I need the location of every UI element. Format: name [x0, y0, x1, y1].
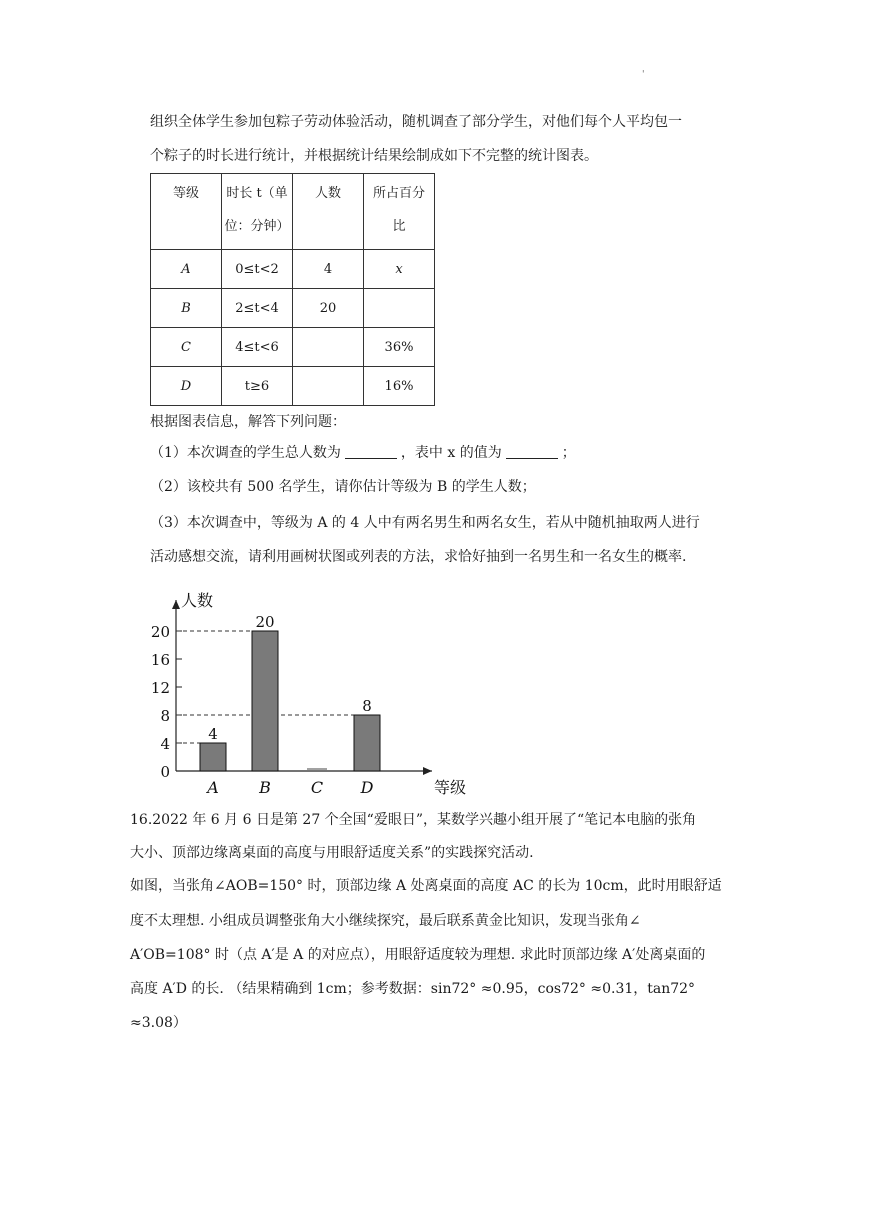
- cell-grade: C: [151, 328, 222, 367]
- bar: [354, 715, 380, 771]
- x-axis-arrow: [423, 767, 432, 775]
- cell-range: 2≤t<4: [222, 289, 293, 328]
- intro-line-2: 个粽子的时长进行统计，并根据统计结果绘制成如下不完整的统计图表。: [150, 148, 598, 164]
- data-label: 8: [362, 697, 372, 715]
- problem16-line-6: 高度 A′D 的长. （结果精确到 1cm；参考数据：sin72° ≈0.95，cos72° ≈0.31，tan72°: [130, 981, 696, 997]
- question-3-line-2: 活动感想交流，请利用画树状图或列表的方法，求恰好抽到一名男生和一名女生的概率.: [150, 549, 687, 565]
- cell-range: t≥6: [222, 367, 293, 406]
- cell-percent: [364, 289, 435, 328]
- bar: [200, 743, 226, 771]
- cell-count: [293, 328, 364, 367]
- problem16-line-5: A′OB=108° 时（点 A′是 A 的对应点），用眼舒适度较为理想. 求此时顶部边缘 A′处离桌面的: [130, 947, 706, 963]
- problem16-line-3: 如图，当张角∠AOB=150° 时，顶部边缘 A 处离桌面的高度 AC 的长为 10cm，此时用眼舒适: [130, 878, 722, 894]
- y-axis-arrow: [172, 600, 180, 609]
- cell-percent: 16%: [364, 367, 435, 406]
- table-row: [151, 328, 435, 367]
- question-2: （2）该校共有 500 名学生，请你估计等级为 B 的学生人数；: [150, 479, 536, 495]
- header-duration: 时长 t（单 位：分钟）: [222, 174, 293, 250]
- table-row: [151, 289, 435, 328]
- intro-line-1: 组织全体学生参加包粽子劳动体验活动，随机调查了部分学生，对他们每个人平均包一: [150, 114, 682, 130]
- questions-lead: 根据图表信息，解答下列问题：: [150, 414, 346, 430]
- problem16-line-1: 16.2022 年 6 月 6 日是第 27 个全国“爱眼日”，某数学兴趣小组开展了“笔记本电脑的张角: [130, 812, 697, 828]
- cell-range: 4≤t<6: [222, 328, 293, 367]
- table-row: [151, 367, 435, 406]
- problem16-line-4: 度不太理想. 小组成员调整张角大小继续探究，最后联系黄金比知识，发现当张角∠: [130, 913, 641, 929]
- cell-count: [293, 367, 364, 406]
- cell-grade: B: [151, 289, 222, 328]
- header-grade: 等级: [151, 174, 222, 250]
- data-label: 4: [208, 725, 218, 743]
- y-tick-label: 0: [160, 763, 170, 781]
- problem16-line-7: ≈3.08）: [130, 1015, 187, 1031]
- y-tick-label: 4: [160, 735, 170, 753]
- category-label: C: [310, 778, 324, 797]
- cell-grade: D: [151, 367, 222, 406]
- cell-range: 0≤t<2: [222, 250, 293, 289]
- data-label: 20: [255, 613, 275, 631]
- category-label: A: [207, 778, 219, 797]
- bar: [252, 631, 278, 771]
- cell-grade: A: [151, 250, 222, 289]
- cell-count: 4: [293, 250, 364, 289]
- table-row: [151, 250, 435, 289]
- question-1: （1）本次调查的学生总人数为 ，表中 x 的值为 ；: [150, 445, 576, 461]
- page-mark: ': [642, 70, 645, 80]
- header-count: 人数: [293, 174, 364, 250]
- y-tick-label: 12: [150, 679, 170, 697]
- y-tick-label: 8: [160, 707, 170, 725]
- table-header-row: [151, 174, 435, 250]
- header-percent: 所占百分 比: [364, 174, 435, 250]
- problem16-line-2: 大小、顶部边缘离桌面的高度与用眼舒适度关系”的实践探究活动.: [130, 845, 534, 861]
- category-label: D: [360, 778, 374, 797]
- cell-percent: 36%: [364, 328, 435, 367]
- y-axis-label: 人数: [181, 591, 214, 610]
- answer-blank: [506, 444, 558, 459]
- y-tick-label: 16: [150, 651, 170, 669]
- cell-count: 20: [293, 289, 364, 328]
- stats-table: [150, 173, 435, 406]
- category-label: B: [259, 778, 271, 797]
- cell-percent: x: [364, 250, 435, 289]
- x-axis-label: 等级: [434, 778, 467, 797]
- question-3-line-1: （3）本次调查中，等级为 A 的 4 人中有两名男生和两名女生，若从中随机抽取两人进行: [150, 515, 700, 531]
- answer-blank: [345, 444, 397, 459]
- y-tick-label: 20: [150, 623, 170, 641]
